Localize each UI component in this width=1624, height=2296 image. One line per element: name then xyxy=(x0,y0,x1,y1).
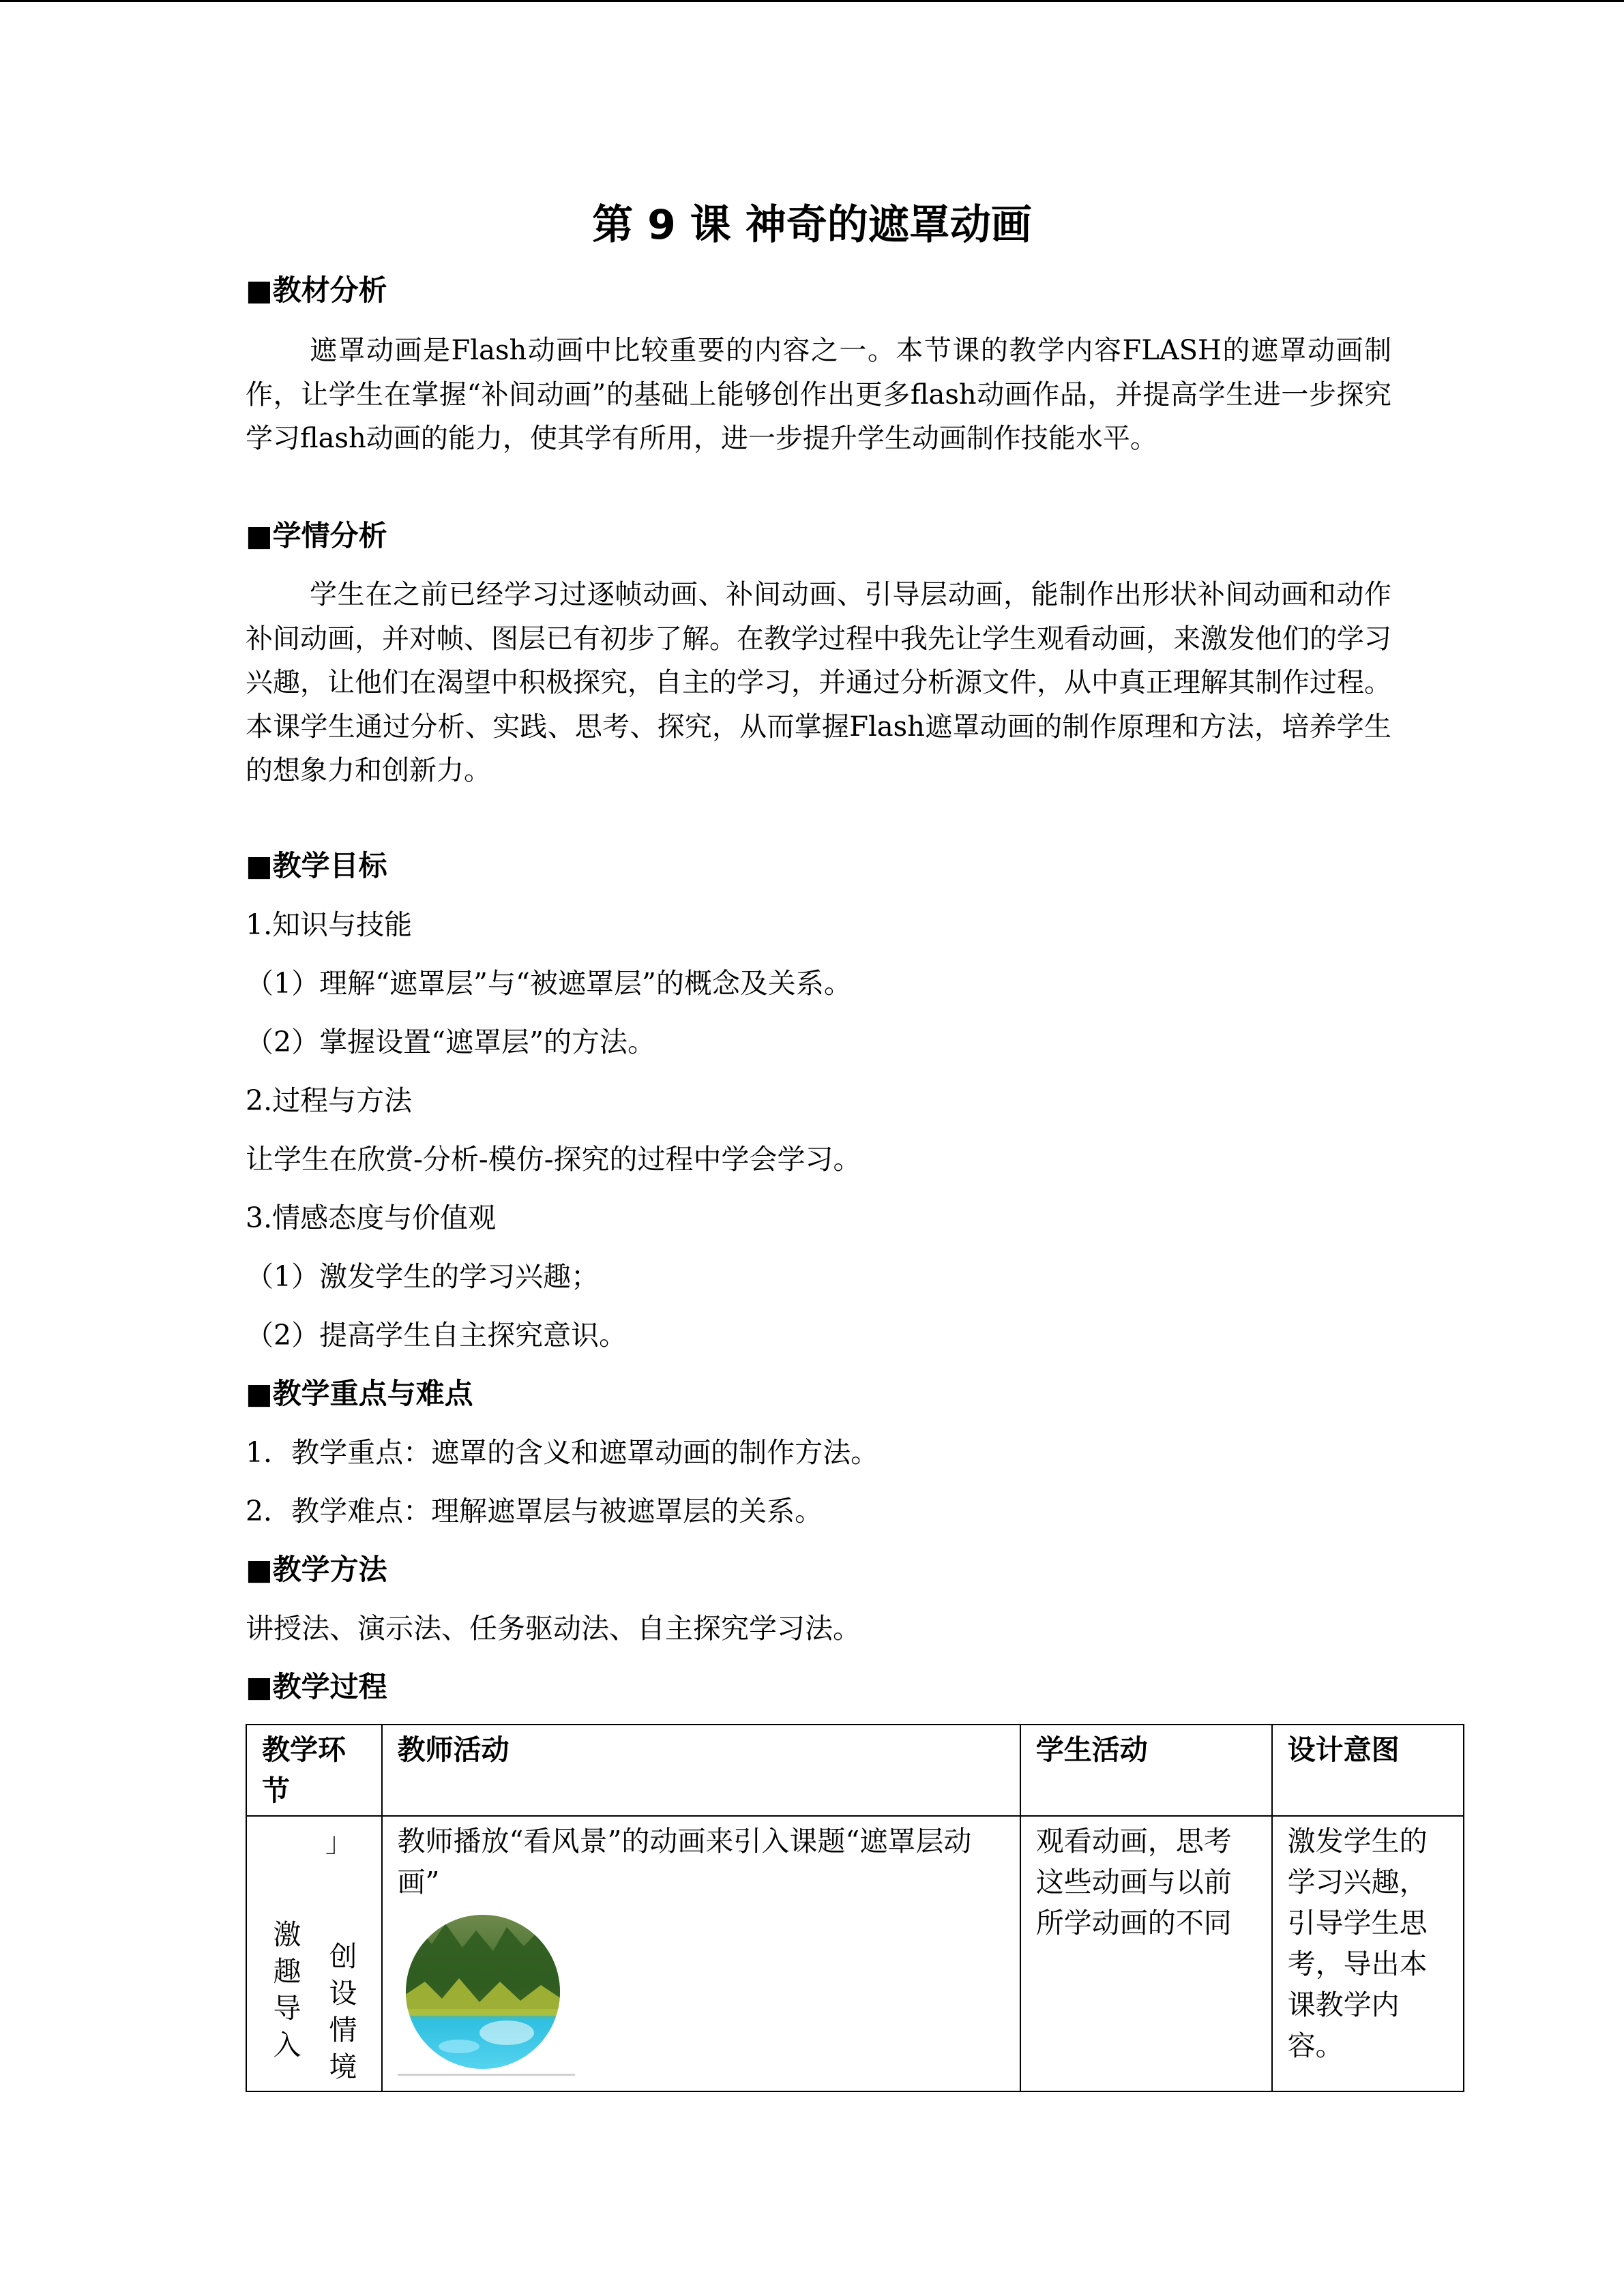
goal-line: （2）掌握设置“遮罩层”的方法。 xyxy=(246,1026,656,1058)
scenery-lake-image xyxy=(404,1913,561,2070)
page-title: 第 9 课 神奇的遮罩动画 xyxy=(592,201,1032,249)
goal-line: （2）提高学生自主探究意识。 xyxy=(246,1319,628,1352)
teaching-methods-text: 讲授法、演示法、任务驱动法、自主探究学习法。 xyxy=(246,1612,861,1645)
heading-student-analysis: ■学情分析 xyxy=(246,519,387,552)
material-analysis-text: 遮罩动画是Flash动画中比较重要的内容之一。本节课的教学内容FLASH的遮罩动画制作，让学生在掌握“补间动画”的基础上能够创作出更多flash动画作品，并提高学生进一步探究学习flash动画的能力，使其学有所用，进一步提升学生动画制作技能水平。 xyxy=(246,335,1391,454)
page-top-border xyxy=(0,0,1624,2)
bracket-mark: 」 xyxy=(325,1827,353,1858)
stage-main-label: 激趣导入 xyxy=(273,1918,301,2061)
goal-line: 1.知识与技能 xyxy=(246,908,413,941)
goal-line: 让学生在欣赏-分析-模仿-探究的过程中学会学习。 xyxy=(246,1143,861,1176)
header-teacher-activity: 教师活动 xyxy=(382,1725,1020,1816)
scenery-circle-graphic xyxy=(404,1913,561,2070)
goal-line: 3.情感态度与价值观 xyxy=(246,1202,497,1234)
teaching-process-table xyxy=(246,1724,1464,2092)
header-stage: 教学环节 xyxy=(246,1725,382,1816)
heading-material-analysis: ■教材分析 xyxy=(246,273,387,307)
stage-cell xyxy=(246,1816,382,2091)
student-activity-cell: 观看动画，思考这些动画与以前所学动画的不同 xyxy=(1020,1816,1272,2091)
teacher-activity-text: 教师播放“看风景”的动画来引入课题“遮罩层动画” xyxy=(397,1825,972,1898)
teacher-activity-cell xyxy=(382,1816,1020,2091)
key-point-line: 1．教学重点：遮罩的含义和遮罩动画的制作方法。 xyxy=(246,1436,879,1469)
key-point-line: 2．教学难点：理解遮罩层与被遮罩层的关系。 xyxy=(246,1495,823,1527)
header-design-intent: 设计意图 xyxy=(1272,1725,1464,1816)
student-analysis-text: 学生在之前已经学习过逐帧动画、补间动画、引导层动画，能制作出形状补间动画和动作补间动画，并对帧、图层已有初步了解。在教学过程中我先让学生观看动画，来激发他们的学习兴趣，让他们在渴望中积极探究，自主的学习，并通过分析源文件，从中真正理解其制作过程。本课学生通过分析、实践、思考、探究，从而掌握Flash遮罩动画的制作原理和方法，培养学生的想象力和创新力。 xyxy=(246,579,1391,786)
goal-line: 2.过程与方法 xyxy=(246,1084,413,1117)
table-row xyxy=(246,1816,1464,2091)
header-student-activity: 学生活动 xyxy=(1020,1725,1272,1816)
goal-line: （1）理解“遮罩层”与“被遮罩层”的概念及关系。 xyxy=(246,967,852,1000)
goal-line: （1）激发学生的学习兴趣； xyxy=(246,1260,600,1293)
table-header-row xyxy=(246,1725,1464,1816)
heading-teaching-methods: ■教学方法 xyxy=(246,1553,387,1586)
heading-teaching-goals: ■教学目标 xyxy=(246,849,387,882)
design-intent-cell: 激发学生的学习兴趣，引导学生思考，导出本课教学内容。 xyxy=(1272,1816,1464,2091)
heading-teaching-process: ■教学过程 xyxy=(246,1670,387,1703)
heading-key-points: ■教学重点与难点 xyxy=(246,1377,473,1410)
stage-sub-label: 创设情境 xyxy=(329,1940,357,2083)
image-baseline xyxy=(398,2074,575,2076)
